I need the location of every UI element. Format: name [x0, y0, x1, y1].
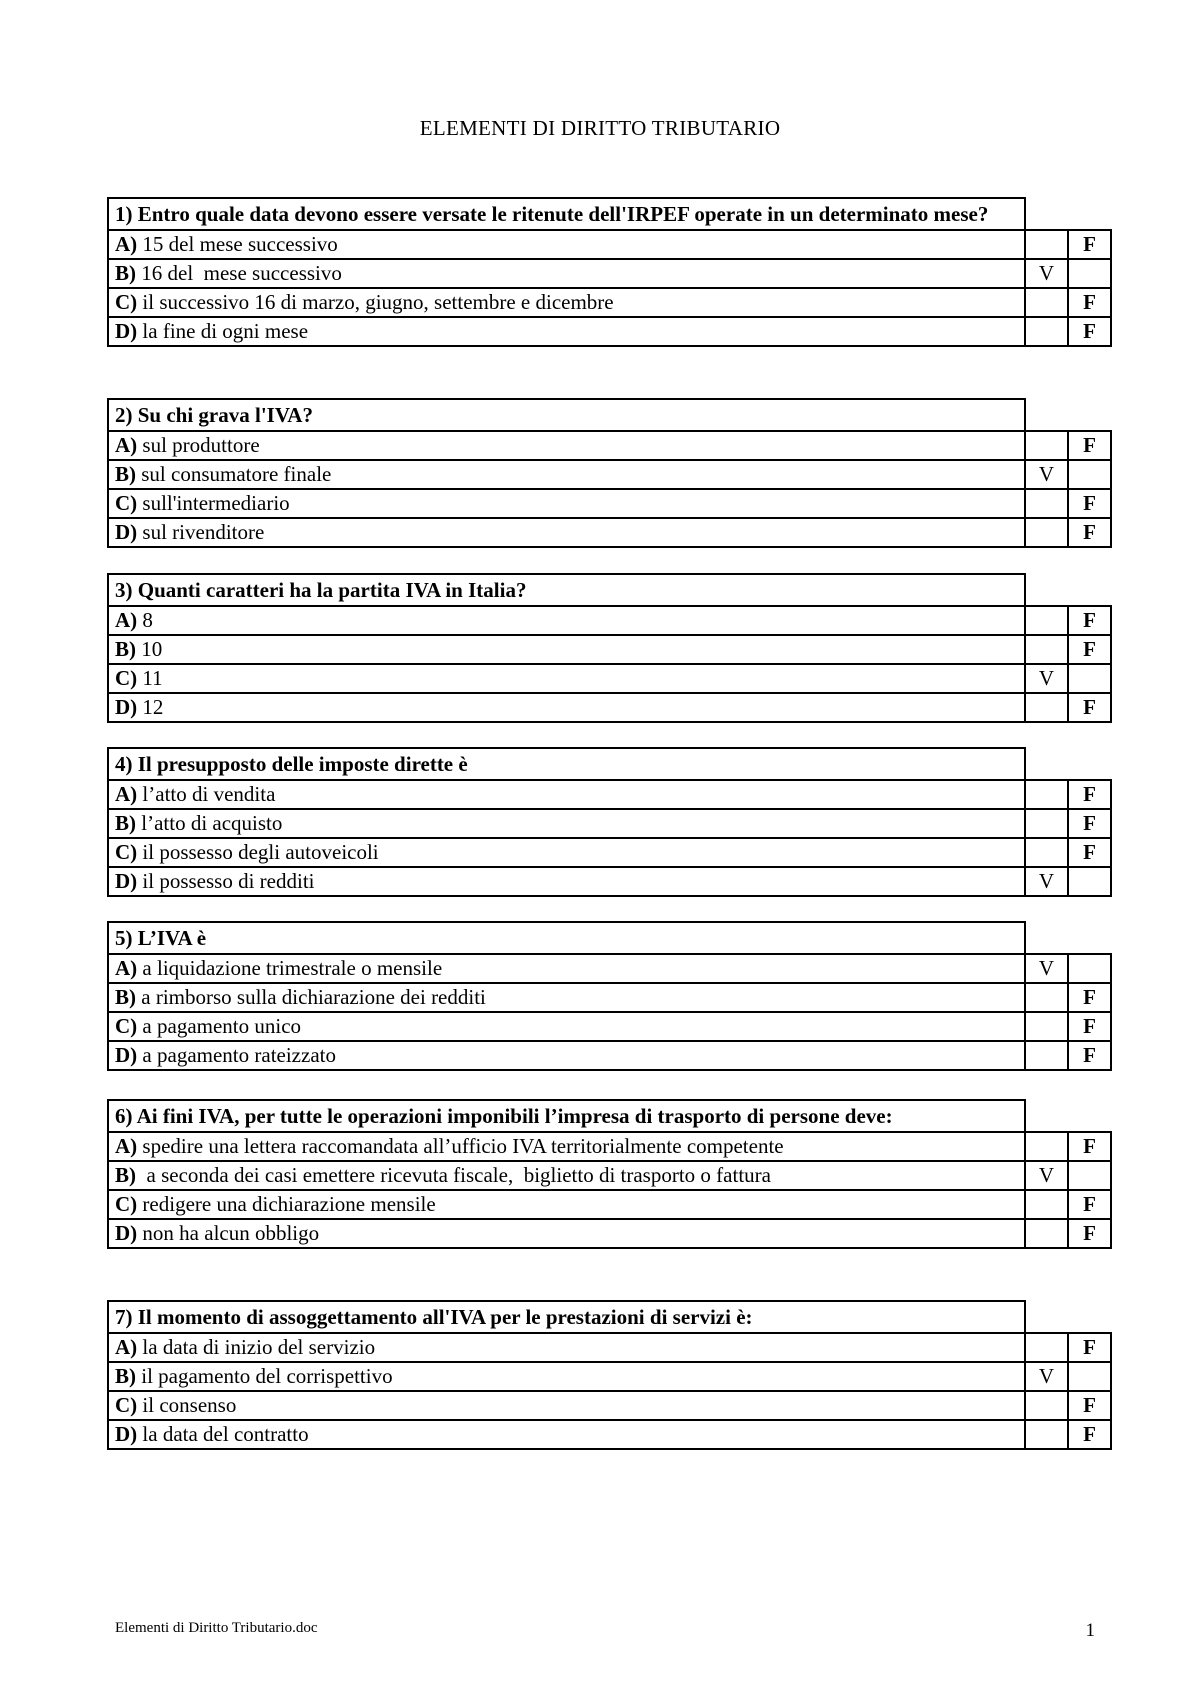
answer-cell	[108, 1219, 1025, 1248]
answer-text: redigere una dichiarazione mensile	[142, 1192, 436, 1216]
true-mark-cell	[1025, 317, 1068, 346]
answer-cell	[108, 518, 1025, 547]
answer-cell	[108, 809, 1025, 838]
answer-cell	[108, 1420, 1025, 1449]
question-row	[108, 198, 1111, 230]
answer-letter: C)	[115, 290, 138, 314]
answer-cell	[108, 1012, 1025, 1041]
true-mark-cell	[1025, 1219, 1068, 1248]
true-mark-cell	[1025, 838, 1068, 867]
answer-cell	[108, 664, 1025, 693]
true-mark-cell: V	[1025, 1362, 1068, 1391]
answer-row	[108, 983, 1111, 1012]
answer-letter: C)	[115, 666, 138, 690]
question-table	[107, 1300, 1112, 1450]
answer-text: non ha alcun obbligo	[142, 1221, 320, 1245]
false-mark-cell	[1068, 664, 1111, 693]
answer-row	[108, 1132, 1111, 1161]
false-mark-cell: F	[1068, 317, 1111, 346]
question-blank-cell	[1025, 198, 1111, 230]
answer-row	[108, 664, 1111, 693]
answer-letter: C)	[115, 1393, 138, 1417]
answer-text: a pagamento unico	[142, 1014, 302, 1038]
question-blank-cell	[1025, 399, 1111, 431]
true-mark-cell: V	[1025, 664, 1068, 693]
question-text: 5) L’IVA è	[108, 922, 1025, 954]
answer-row	[108, 288, 1111, 317]
answer-row	[108, 518, 1111, 547]
true-mark-cell: V	[1025, 954, 1068, 983]
answer-letter: B)	[115, 1364, 136, 1388]
true-mark-cell: V	[1025, 259, 1068, 288]
question-text: 2) Su chi grava l'IVA?	[108, 399, 1025, 431]
true-mark-cell	[1025, 1012, 1068, 1041]
answer-row	[108, 954, 1111, 983]
true-mark-cell	[1025, 431, 1068, 460]
false-mark-cell: F	[1068, 1012, 1111, 1041]
true-mark-cell	[1025, 780, 1068, 809]
answer-text: 16 del mese successivo	[141, 261, 342, 285]
false-mark-cell	[1068, 1362, 1111, 1391]
answer-row	[108, 1190, 1111, 1219]
answer-cell	[108, 838, 1025, 867]
question-text: 4) Il presupposto delle imposte dirette è	[108, 748, 1025, 780]
answer-letter: B)	[115, 261, 136, 285]
true-mark-cell	[1025, 1190, 1068, 1219]
true-mark-cell	[1025, 809, 1068, 838]
answer-letter: B)	[115, 811, 136, 835]
answer-cell	[108, 460, 1025, 489]
answer-letter: D)	[115, 520, 138, 544]
answer-letter: D)	[115, 1043, 138, 1067]
answer-letter: B)	[115, 462, 136, 486]
answer-text: l’atto di acquisto	[141, 811, 283, 835]
true-mark-cell	[1025, 1391, 1068, 1420]
answer-cell	[108, 431, 1025, 460]
answer-letter: D)	[115, 1422, 138, 1446]
answer-row	[108, 431, 1111, 460]
answer-text: sull'intermediario	[142, 491, 290, 515]
answer-text: sul consumatore finale	[141, 462, 332, 486]
answer-letter: A)	[115, 782, 138, 806]
answer-letter: D)	[115, 695, 138, 719]
true-mark-cell	[1025, 606, 1068, 635]
question-blank-cell	[1025, 748, 1111, 780]
true-mark-cell	[1025, 1132, 1068, 1161]
true-mark-cell: V	[1025, 867, 1068, 896]
answer-text: il consenso	[142, 1393, 237, 1417]
false-mark-cell: F	[1068, 780, 1111, 809]
answer-letter: D)	[115, 1221, 138, 1245]
question-table	[107, 1099, 1112, 1249]
answer-text: spedire una lettera raccomandata all’ufficio IVA territorialmente competente	[142, 1134, 784, 1158]
answer-text: a liquidazione trimestrale o mensile	[142, 956, 443, 980]
answer-letter: A)	[115, 1335, 138, 1359]
page-title: ELEMENTI DI DIRITTO TRIBUTARIO	[419, 116, 781, 140]
true-mark-cell: V	[1025, 1161, 1068, 1190]
answer-letter: C)	[115, 840, 138, 864]
answer-row	[108, 606, 1111, 635]
answer-row	[108, 1041, 1111, 1070]
true-mark-cell	[1025, 635, 1068, 664]
answer-row	[108, 1161, 1111, 1190]
answer-cell	[108, 1391, 1025, 1420]
false-mark-cell	[1068, 954, 1111, 983]
answer-cell	[108, 1333, 1025, 1362]
true-mark-cell: V	[1025, 460, 1068, 489]
false-mark-cell: F	[1068, 1333, 1111, 1362]
false-mark-cell: F	[1068, 230, 1111, 259]
question-blank-cell	[1025, 922, 1111, 954]
false-mark-cell: F	[1068, 983, 1111, 1012]
answer-row	[108, 809, 1111, 838]
answer-letter: C)	[115, 491, 138, 515]
false-mark-cell: F	[1068, 693, 1111, 722]
question-blank-cell	[1025, 1301, 1111, 1333]
answer-row	[108, 1012, 1111, 1041]
answer-cell	[108, 288, 1025, 317]
question-text: 6) Ai fini IVA, per tutte le operazioni imponibili l’impresa di trasporto di persone deve:	[108, 1100, 1025, 1132]
question-text: 1) Entro quale data devono essere versate le ritenute dell'IRPEF operate in un determinato mese?	[108, 198, 1025, 230]
false-mark-cell: F	[1068, 1190, 1111, 1219]
answer-row	[108, 1333, 1111, 1362]
answer-row	[108, 780, 1111, 809]
answer-cell	[108, 489, 1025, 518]
false-mark-cell	[1068, 1161, 1111, 1190]
answer-text: il successivo 16 di marzo, giugno, settembre e dicembre	[142, 290, 614, 314]
answer-cell	[108, 606, 1025, 635]
true-mark-cell	[1025, 983, 1068, 1012]
answer-text: 8	[142, 608, 153, 632]
answer-cell	[108, 1190, 1025, 1219]
answer-cell	[108, 1041, 1025, 1070]
answer-row	[108, 867, 1111, 896]
question-row	[108, 1301, 1111, 1333]
answer-letter: A)	[115, 433, 138, 457]
question-table	[107, 398, 1112, 548]
question-row	[108, 1100, 1111, 1132]
question-table	[107, 197, 1112, 347]
answer-row	[108, 693, 1111, 722]
false-mark-cell: F	[1068, 809, 1111, 838]
answer-cell	[108, 867, 1025, 896]
true-mark-cell	[1025, 1041, 1068, 1070]
answer-text: il pagamento del corrispettivo	[141, 1364, 393, 1388]
answer-row	[108, 1391, 1111, 1420]
answer-letter: B)	[115, 985, 136, 1009]
answer-text: la data di inizio del servizio	[142, 1335, 376, 1359]
answer-row	[108, 460, 1111, 489]
answer-row	[108, 1362, 1111, 1391]
true-mark-cell	[1025, 518, 1068, 547]
answer-text: a pagamento rateizzato	[142, 1043, 336, 1067]
answer-letter: A)	[115, 1134, 138, 1158]
false-mark-cell: F	[1068, 518, 1111, 547]
false-mark-cell: F	[1068, 1391, 1111, 1420]
answer-letter: B)	[115, 1163, 136, 1187]
answer-row	[108, 259, 1111, 288]
answer-letter: B)	[115, 637, 136, 661]
answer-text: l’atto di vendita	[142, 782, 276, 806]
answer-text: il possesso di redditi	[142, 869, 315, 893]
true-mark-cell	[1025, 489, 1068, 518]
true-mark-cell	[1025, 1420, 1068, 1449]
false-mark-cell	[1068, 460, 1111, 489]
answer-cell	[108, 259, 1025, 288]
answer-letter: A)	[115, 956, 138, 980]
question-table	[107, 921, 1112, 1071]
question-table	[107, 747, 1112, 897]
answer-letter: A)	[115, 608, 138, 632]
false-mark-cell	[1068, 867, 1111, 896]
answer-row	[108, 317, 1111, 346]
answer-row	[108, 635, 1111, 664]
answer-cell	[108, 1132, 1025, 1161]
question-row	[108, 399, 1111, 431]
question-row	[108, 748, 1111, 780]
answer-text: 10	[141, 637, 163, 661]
true-mark-cell	[1025, 693, 1068, 722]
answer-letter: A)	[115, 232, 138, 256]
answer-cell	[108, 1362, 1025, 1391]
answer-cell	[108, 693, 1025, 722]
false-mark-cell: F	[1068, 431, 1111, 460]
footer-page-number: 1	[1085, 1620, 1095, 1641]
false-mark-cell: F	[1068, 1041, 1111, 1070]
true-mark-cell	[1025, 1333, 1068, 1362]
answer-cell	[108, 954, 1025, 983]
question-table	[107, 573, 1112, 723]
answer-letter: C)	[115, 1014, 138, 1038]
answer-text: il possesso degli autoveicoli	[142, 840, 379, 864]
false-mark-cell: F	[1068, 606, 1111, 635]
answer-text: la data del contratto	[142, 1422, 309, 1446]
answer-text: 15 del mese successivo	[142, 232, 338, 256]
answer-cell	[108, 983, 1025, 1012]
footer-filename: Elementi di Diritto Tributario.doc	[115, 1620, 318, 1636]
false-mark-cell: F	[1068, 489, 1111, 518]
answer-text: 11	[142, 666, 163, 690]
answer-cell	[108, 317, 1025, 346]
answer-cell	[108, 230, 1025, 259]
answer-letter: C)	[115, 1192, 138, 1216]
answer-text: 12	[142, 695, 164, 719]
answer-row	[108, 1219, 1111, 1248]
question-text: 7) Il momento di assoggettamento all'IVA per le prestazioni di servizi è:	[108, 1301, 1025, 1333]
answer-letter: D)	[115, 319, 138, 343]
false-mark-cell: F	[1068, 838, 1111, 867]
false-mark-cell: F	[1068, 635, 1111, 664]
question-row	[108, 922, 1111, 954]
answer-text: a seconda dei casi emettere ricevuta fiscale, biglietto di trasporto o fattura	[141, 1163, 771, 1187]
false-mark-cell: F	[1068, 1420, 1111, 1449]
answer-row	[108, 1420, 1111, 1449]
answer-text: sul produttore	[142, 433, 260, 457]
question-blank-cell	[1025, 574, 1111, 606]
answer-text: a rimborso sulla dichiarazione dei redditi	[141, 985, 486, 1009]
answer-text: la fine di ogni mese	[142, 319, 309, 343]
question-blank-cell	[1025, 1100, 1111, 1132]
question-row	[108, 574, 1111, 606]
answer-row	[108, 230, 1111, 259]
answer-cell	[108, 1161, 1025, 1190]
answer-letter: D)	[115, 869, 138, 893]
false-mark-cell: F	[1068, 1132, 1111, 1161]
answer-row	[108, 838, 1111, 867]
answer-cell	[108, 780, 1025, 809]
true-mark-cell	[1025, 230, 1068, 259]
answer-cell	[108, 635, 1025, 664]
false-mark-cell: F	[1068, 288, 1111, 317]
question-text: 3) Quanti caratteri ha la partita IVA in Italia?	[108, 574, 1025, 606]
true-mark-cell	[1025, 288, 1068, 317]
answer-row	[108, 489, 1111, 518]
false-mark-cell: F	[1068, 1219, 1111, 1248]
false-mark-cell	[1068, 259, 1111, 288]
answer-text: sul rivenditore	[142, 520, 265, 544]
